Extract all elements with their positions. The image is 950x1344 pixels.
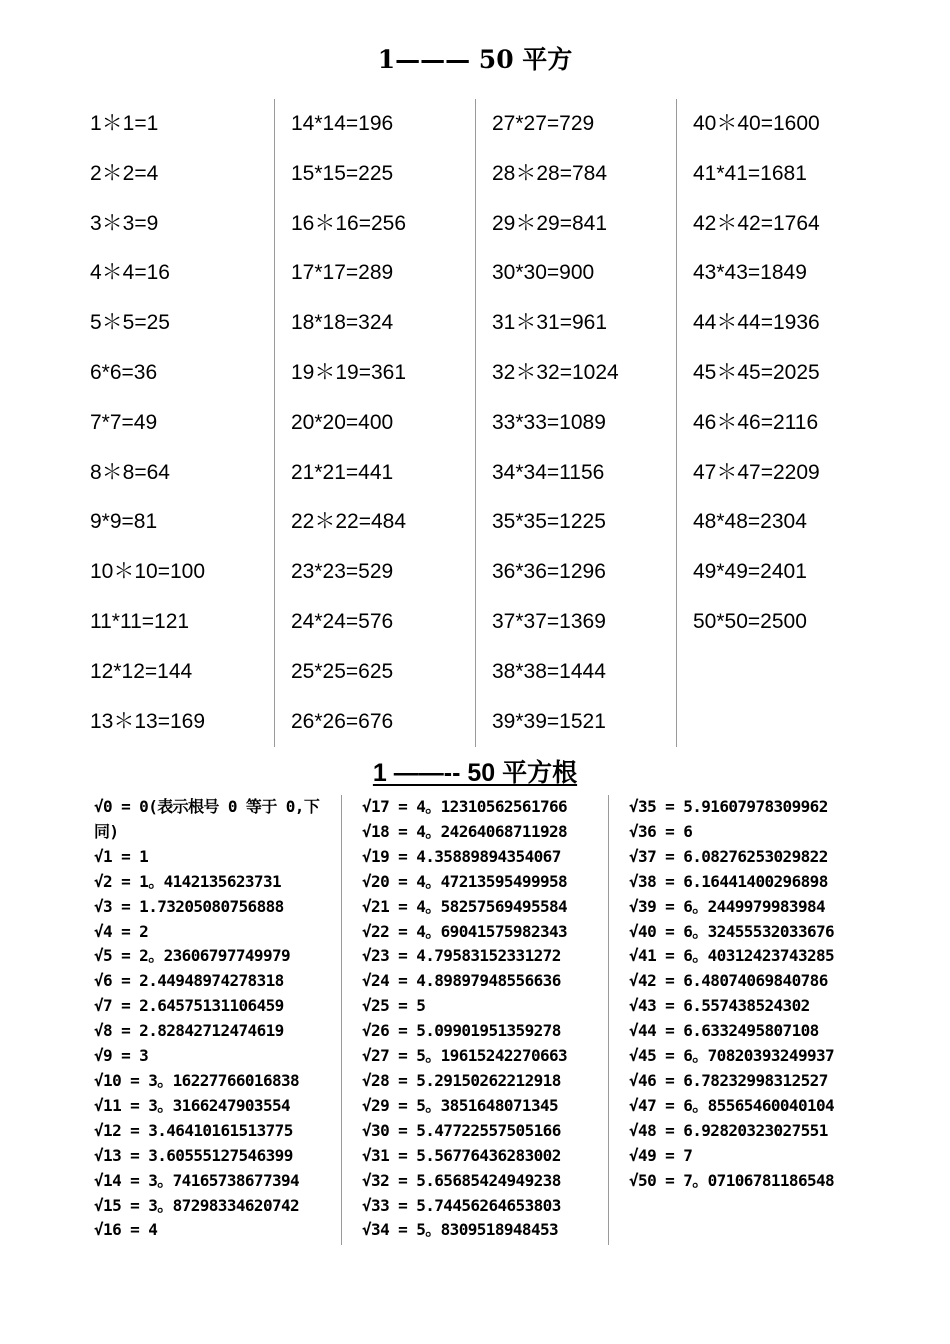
square-entry: 50*50=2500 [693, 609, 807, 633]
roots-column-3 [608, 795, 880, 1245]
squares-column-2 [274, 99, 475, 747]
square-entry: 46＊46=2116 [693, 410, 819, 434]
root-entry: √45 = 6。70820393249937 [629, 1046, 835, 1066]
square-entry: 11*11=121 [90, 609, 190, 633]
square-entry: 29＊29=841 [492, 211, 608, 235]
root-entry: √1 = 1 [94, 846, 149, 866]
root-entry: √20 = 4。47213595499958 [362, 871, 568, 891]
root-entry: √6 = 2.44948974278318 [94, 971, 284, 991]
root-entry: √15 = 3。87298334620742 [94, 1195, 300, 1215]
square-entry: 2＊2=4 [90, 161, 159, 185]
square-entry: 49*49=2401 [693, 560, 807, 584]
roots-table [90, 795, 880, 1245]
root-entry: √12 = 3.46410161513775 [94, 1120, 293, 1140]
square-entry: 35*35=1225 [492, 510, 606, 534]
root-entry: √2 = 1。4142135623731 [94, 871, 282, 891]
square-entry: 15*15=225 [291, 161, 394, 185]
root-entry: √35 = 5.91607978309962 [629, 797, 828, 816]
root-entry: √50 = 7。07106781186548 [629, 1170, 835, 1190]
square-entry: 14*14=196 [291, 112, 394, 135]
square-entry: 12*12=144 [90, 659, 193, 683]
square-entry: 22＊22=484 [291, 510, 407, 534]
root-entry: √27 = 5。19615242270663 [362, 1046, 568, 1066]
squares-title: 1——— 50 平方 [377, 45, 573, 74]
square-entry: 3＊3=9 [90, 211, 159, 235]
root-entry: √29 = 5。3851648071345 [362, 1095, 559, 1115]
root-entry: √18 = 4。24264068711928 [362, 821, 568, 841]
root-entry: √44 = 6.6332495807108 [629, 1021, 819, 1041]
root-entry: √10 = 3。16227766016838 [94, 1070, 300, 1090]
root-entry: √13 = 3.60555127546399 [94, 1145, 293, 1165]
square-entry: 41*41=1681 [693, 161, 807, 185]
root-entry: √11 = 3。3166247903554 [94, 1095, 291, 1115]
root-entry: √48 = 6.92820323027551 [629, 1120, 828, 1140]
root-entry: √8 = 2.82842712474619 [94, 1021, 284, 1041]
root-entry: √42 = 6.48074069840786 [629, 971, 828, 991]
roots-column-2 [341, 795, 609, 1245]
square-entry: 47＊47=2209 [693, 460, 820, 484]
square-entry: 16＊16=256 [291, 211, 407, 235]
square-entry: 42＊42=1764 [693, 211, 820, 235]
square-entry: 48*48=2304 [693, 510, 807, 534]
root-entry: √5 = 2。23606797749979 [94, 946, 291, 966]
squares-column-4 [676, 99, 875, 747]
square-entry: 5＊5=25 [90, 311, 170, 335]
square-entry: 19＊19=361 [291, 360, 407, 384]
roots-title-text: 1 ——-- 50 平方根 [372, 759, 578, 787]
square-entry: 24*24=576 [291, 609, 394, 633]
square-entry: 27*27=729 [492, 112, 595, 135]
square-entry: 44＊44=1936 [693, 311, 820, 335]
square-entry: 23*23=529 [291, 560, 394, 584]
square-entry: 36*36=1296 [492, 560, 606, 584]
square-entry: 17*17=289 [291, 261, 394, 285]
square-entry: 43*43=1849 [693, 261, 807, 285]
square-entry: 30*30=900 [492, 261, 595, 285]
root-entry: √39 = 6。2449979983984 [629, 896, 826, 916]
square-entry: 9*9=81 [90, 510, 158, 534]
root-entry: √19 = 4.35889894354067 [362, 846, 561, 866]
square-entry: 38*38=1444 [492, 659, 606, 683]
root-entry: √9 = 3 [94, 1046, 149, 1066]
square-entry: 28＊28=784 [492, 161, 608, 185]
square-entry: 1＊1=1 [90, 112, 159, 135]
squares-column-1 [75, 99, 275, 747]
root-entry: √0 = 0(表示根号 0 等于 0,下同) [94, 797, 320, 841]
root-entry: √22 = 4。69041575982343 [362, 921, 568, 941]
root-entry: √14 = 3。74165738677394 [94, 1170, 300, 1190]
root-entry: √49 = 7 [629, 1145, 693, 1165]
square-entry: 18*18=324 [291, 311, 394, 335]
root-entry: √43 = 6.557438524302 [629, 996, 810, 1016]
square-entry: 10＊10=100 [90, 560, 206, 584]
square-entry: 13＊13=169 [90, 709, 206, 733]
square-entry: 25*25=625 [291, 659, 394, 683]
square-entry: 7*7=49 [90, 410, 158, 434]
root-entry: √4 = 2 [94, 921, 149, 941]
root-entry: √7 = 2.64575131106459 [94, 996, 284, 1016]
root-entry: √31 = 5.56776436283002 [362, 1145, 561, 1165]
root-entry: √40 = 6。32455532033676 [629, 921, 835, 941]
square-entry: 39*39=1521 [492, 709, 606, 733]
square-entry: 33*33=1089 [492, 410, 606, 434]
root-entry: √33 = 5.74456264653803 [362, 1195, 561, 1215]
root-entry: √24 = 4.89897948556636 [362, 971, 561, 991]
squares-table [75, 99, 875, 747]
square-entry: 40＊40=1600 [693, 112, 820, 135]
root-entry: √23 = 4.79583152331272 [362, 946, 561, 966]
square-entry: 26*26=676 [291, 709, 394, 733]
square-entry: 6*6=36 [90, 360, 158, 384]
root-entry: √28 = 5.29150262212918 [362, 1070, 561, 1090]
root-entry: √16 = 4 [94, 1220, 158, 1240]
root-entry: √46 = 6.78232998312527 [629, 1070, 828, 1090]
roots-title [0, 755, 950, 791]
root-entry: √36 = 6 [629, 821, 693, 841]
square-entry: 45＊45=2025 [693, 360, 820, 384]
root-entry: √34 = 5。8309518948453 [362, 1220, 559, 1240]
root-entry: √26 = 5.09901951359278 [362, 1021, 561, 1041]
square-entry: 21*21=441 [291, 460, 394, 484]
root-entry: √17 = 4。12310562561766 [362, 797, 568, 816]
squares-column-3 [475, 99, 676, 747]
root-entry: √38 = 6.16441400296898 [629, 871, 828, 891]
square-entry: 32＊32=1024 [492, 360, 619, 384]
square-entry: 37*37=1369 [492, 609, 606, 633]
square-entry: 34*34=1156 [492, 460, 605, 484]
square-entry: 31＊31=961 [492, 311, 608, 335]
root-entry: √3 = 1.73205080756888 [94, 896, 284, 916]
square-entry: 8＊8=64 [90, 460, 170, 484]
root-entry: √47 = 6。85565460040104 [629, 1095, 835, 1115]
root-entry: √25 = 5 [362, 996, 426, 1016]
root-entry: √32 = 5.65685424949238 [362, 1170, 561, 1190]
root-entry: √30 = 5.47722557505166 [362, 1120, 561, 1140]
root-entry: √41 = 6。40312423743285 [629, 946, 835, 966]
root-entry: √37 = 6.08276253029822 [629, 846, 828, 866]
square-entry: 20*20=400 [291, 410, 394, 434]
roots-column-1 [90, 795, 340, 1245]
root-entry: √21 = 4。58257569495584 [362, 896, 568, 916]
square-entry: 4＊4=16 [90, 261, 170, 285]
